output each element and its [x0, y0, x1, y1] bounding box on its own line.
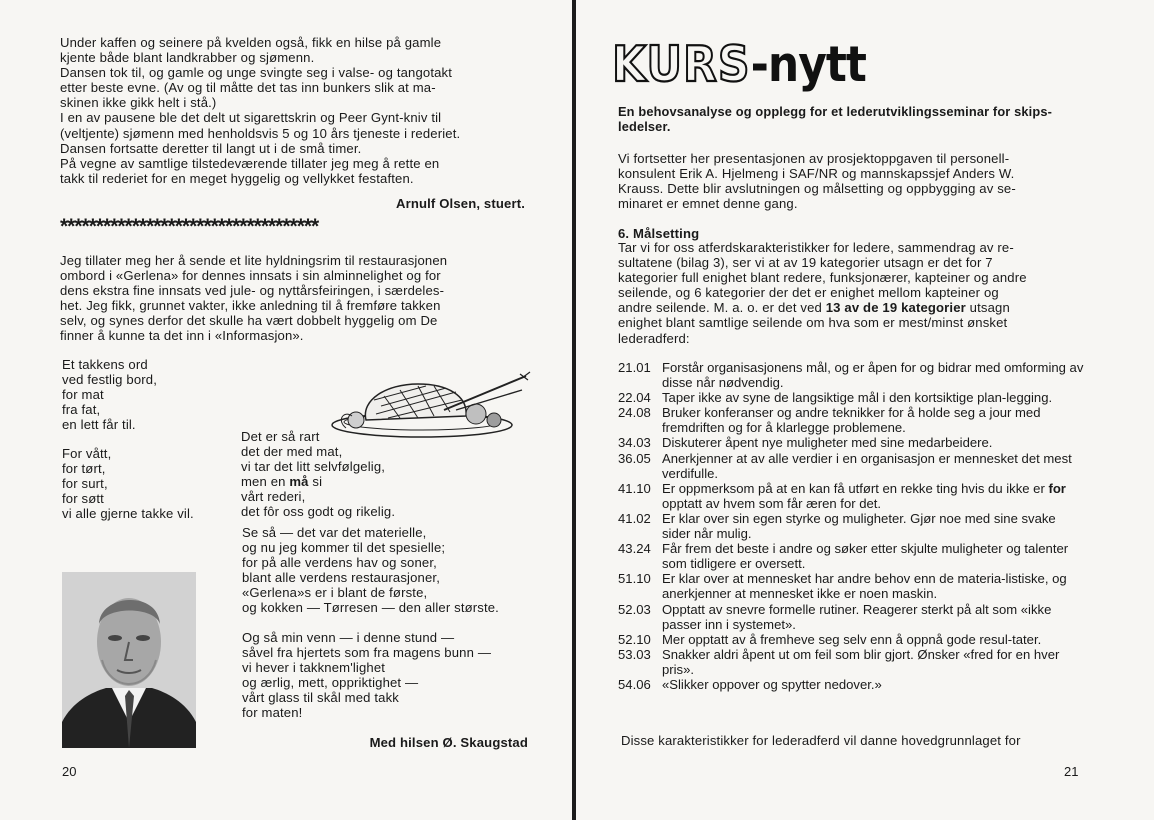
list-item — [618, 511, 1084, 541]
section-text-b: utsagn enighet blant samtlige seilende om hva som er mest/minst ønsket lederadferd: — [618, 300, 1010, 346]
article-subtitle: En behovsanalyse og opplegg for et lederutviklingsseminar for skips- ledelser. — [618, 104, 1053, 135]
item-number: 22.04 — [618, 390, 651, 406]
item-number: 24.08 — [618, 405, 651, 421]
closing-line: Disse karakteristikker for lederadferd vil danne hovedgrunnlaget for — [621, 733, 1021, 748]
section-text-a: Tar vi for oss atferdskarakteristikker for ledere, sammendrag av re- sultatene (bilag 3), ser vi at av 19 kategorier utsagn er det for 7 kategorier full enighet blant redere, funksjonærer, kapteiner og andre seilende, og 6 kategorier der det er enighet mellom kapteiner og andre seilende. M. a. o. er det ved — [618, 240, 1027, 316]
item-text: Opptatt av snevre formelle rutiner. Reagerer sterkt på alt som «ikke passer inn i systemet». — [662, 601, 1052, 632]
section-text — [618, 240, 1084, 346]
item-number: 52.03 — [618, 601, 651, 617]
logo-nytt: -nytt — [750, 36, 866, 94]
left-page-number: 20 — [62, 764, 77, 779]
right-page-number: 21 — [1064, 764, 1079, 779]
section-title: 6. Målsetting — [618, 226, 700, 241]
left-paragraph-1: Under kaffen og seinere på kvelden også, fikk en hilse på gamle kjente både blant landkrabber og sjømenn. Dansen tok til, og gamle og unge svingte seg i valse- og tangotakt etter beste evne. (Av og til måtte det tas inn bunkers slik at ma- skinen ikke gikk helt i stå.) I en av pausene ble det delt ut sigarettskrin og Peer Gynt-kniv til (veltjente) sjømenn med henholdsvis 5 og 10 års tjeneste i rederiet. Dansen fortsatte deretter til langt ut i de små timer. På vegne av samtlige tilstedeværende tillater jeg meg å rette en takk til rederiet for en meget hyggelig og vellykket festaften. — [60, 35, 461, 186]
item-number: 41.02 — [618, 510, 651, 526]
list-item — [618, 360, 1084, 390]
item-text: Er klar over at mennesket har andre behov enn de materia-listiske, og anerkjenner at mennesket ikke er noen maskin. — [662, 571, 1067, 602]
characteristics-list — [618, 360, 1084, 692]
item-number: 43.24 — [618, 541, 651, 557]
item-number: 41.10 — [618, 480, 651, 496]
list-item — [618, 390, 1084, 405]
item-text: Anerkjenner at av alle verdier i en organisasjon er mennesket det mest verdifulle. — [662, 450, 1072, 481]
list-item — [618, 435, 1084, 450]
logo-kurs: KURS — [612, 36, 751, 94]
roast-platter-illustration — [326, 370, 532, 442]
item-text — [662, 481, 1084, 511]
list-item — [618, 541, 1084, 571]
portrait-photo — [62, 572, 196, 748]
poem-stanza-4: Se så — det var det materielle, og nu jeg kommer til det spesielle; for på alle verdens hav og soner, blant alle verdens restaurasjoner, «Gerlena»s er i blant de første, og kokken — Tørresen — den aller største. — [242, 525, 499, 615]
signature-arnulf: Arnulf Olsen, stuert. — [395, 196, 525, 211]
item-text: Forstår organisasjonens mål, og er åpen for og bidrar med omforming av disse når nødvendig. — [662, 360, 1084, 391]
item-text-b: opptatt av hvem som får æren for det. — [662, 495, 882, 511]
item-number: 34.03 — [618, 435, 651, 451]
poem-stanza-5: Og så min venn — i denne stund — såvel fra hjertets som fra magens bunn — vi hever i takknem'lighet og ærlig, mett, oppriktighet — vårt glass til skål med takk for maten! — [242, 630, 492, 720]
item-text: Snakker aldri åpent ut om feil som blir gjort. Ønsker «fred for en hver pris». — [662, 646, 1060, 677]
poem-stanza-3-part-a: Det er så rart det der med mat, vi tar det litt selvfølgelig, men en — [241, 429, 386, 489]
item-text: Diskuterer åpent nye muligheter med sine medarbeidere. — [662, 435, 993, 451]
item-number: 51.10 — [618, 571, 651, 587]
item-text: Får frem det beste i andre og søker etter skjulte muligheter og talenter som tidligere er oversett. — [662, 541, 1069, 572]
signature-skaugstad: Med hilsen Ø. Skaugstad — [369, 735, 528, 750]
item-text: Er klar over sin egen styrke og muligheter. Gjør noe med sine svake sider når mulig. — [662, 510, 1056, 542]
item-number: 52.10 — [618, 631, 651, 647]
item-text-bold: for — [1048, 480, 1066, 496]
star-divider: ************************************ — [60, 216, 319, 238]
item-number: 21.01 — [618, 360, 651, 375]
list-item — [618, 602, 1084, 632]
poem-stanza-3-part-b: si vårt rederi, det fôr oss godt og rikelig. — [241, 474, 396, 519]
section-text-bold: 13 av de 19 kategorier — [825, 300, 966, 316]
list-item — [618, 677, 1084, 692]
article-intro: Vi fortsetter her presentasjonen av prosjektoppgaven til personell- konsulent Erik A. Hjelmeng i SAF/NR og mannskapssjef Anders W. Krauss. Dette blir avslutningen og målsetting og oppbygging av se- minaret er emnet denne gang. — [618, 151, 1016, 212]
item-text: «Slikker oppover og spytter nedover.» — [662, 676, 882, 692]
list-item — [618, 647, 1084, 677]
list-item — [618, 451, 1084, 481]
item-text: Taper ikke av syne de langsiktige mål i den kortsiktige plan-legging. — [662, 390, 1053, 406]
item-text-a: Er oppmerksom på at en kan få utført en rekke ting hvis du ikke er — [662, 480, 1049, 496]
poem-stanza-3-bold: må — [289, 474, 309, 489]
list-item — [618, 571, 1084, 601]
poem-stanza-1: Et takkens ord ved festlig bord, for mat fra fat, en lett får til. — [62, 357, 157, 432]
list-item — [618, 405, 1084, 435]
item-text: Bruker konferanser og andre teknikker for å holde seg a jour med fremdriften og for å klarlegge problemene. — [662, 405, 1041, 436]
poem-stanza-3 — [241, 429, 441, 519]
list-item — [618, 632, 1084, 647]
left-paragraph-2: Jeg tillater meg her å sende et lite hyldningsrim til restaurasjonen ombord i «Gerlena» for dennes innsats i sin alminnelighet og for dens ekstra fine innsats ved jule- og nyttårsfeiringen, i særdeles- het. Jeg fikk, grunnet vakter, ikke anledning til å fremføre takken selv, og synes derfor det skulle ha vært dobbelt hyggelig om De finner å kunne ta det inn i «Informasjon». — [60, 253, 448, 344]
item-number: 36.05 — [618, 450, 651, 466]
kurs-nytt-logo — [612, 36, 866, 94]
list-item — [618, 481, 1084, 511]
item-number: 54.06 — [618, 676, 651, 692]
item-text: Mer opptatt av å fremheve seg selv enn å oppnå gode resul-tater. — [662, 631, 1042, 647]
item-number: 53.03 — [618, 646, 651, 662]
poem-stanza-2: For vått, for tørt, for surt, for søtt vi alle gjerne takke vil. — [62, 446, 194, 521]
